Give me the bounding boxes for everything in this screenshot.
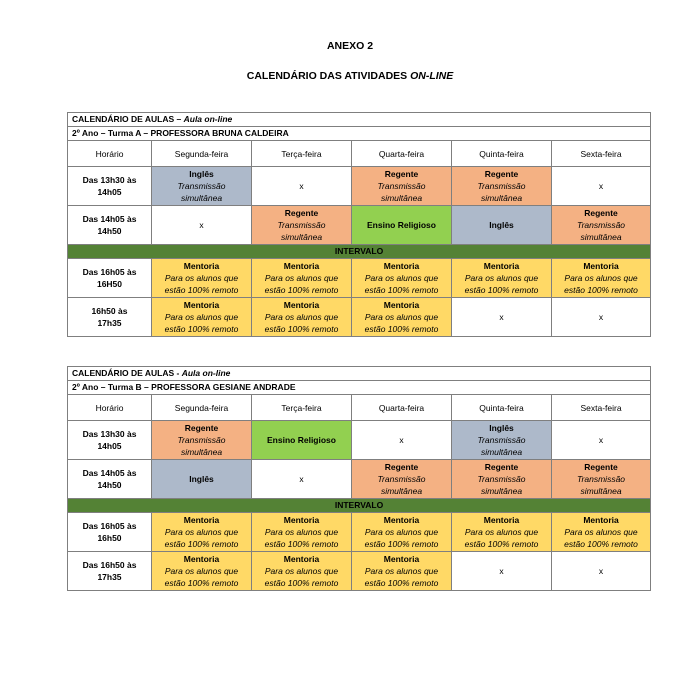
schedule-cell	[352, 460, 452, 499]
table-title-italic: Aula on-line	[183, 114, 233, 124]
activity-note: Para os alunos que	[364, 312, 439, 322]
table-title-italic: Aula on-line	[181, 368, 231, 378]
calendar-title-prefix: CALENDÁRIO DAS ATIVIDADES	[246, 70, 411, 82]
class-line-cell: 2º Ano – Turma A – PROFESSORA BRUNA CALDEIRA	[68, 127, 651, 141]
activity-title: Mentoria	[483, 515, 520, 525]
empty-mark: x	[499, 312, 504, 322]
time-slot-label	[68, 298, 152, 337]
activity-note: estão 100% remoto	[364, 578, 439, 588]
schedule-cell	[352, 552, 452, 591]
activity-note: estão 100% remoto	[264, 324, 339, 334]
time-slot-row	[68, 206, 651, 245]
time-slot-label	[68, 552, 152, 591]
column-header: Quinta-feira	[452, 141, 552, 167]
activity-note: simultânea	[480, 193, 523, 203]
column-header: Quinta-feira	[452, 395, 552, 421]
activity-title: Regente	[384, 169, 419, 179]
time-slot-row	[68, 298, 651, 337]
column-header: Horário	[68, 395, 152, 421]
schedule-cell	[452, 552, 552, 591]
schedule-cell	[252, 206, 352, 245]
schedule-cell	[552, 206, 651, 245]
activity-note: Para os alunos que	[164, 312, 239, 322]
activity-title: Inglês	[489, 220, 514, 230]
column-header: Terça-feira	[252, 141, 352, 167]
empty-mark: x	[598, 181, 604, 191]
time-start: Das 14h05 às	[82, 214, 137, 224]
activity-title: Mentoria	[583, 261, 619, 271]
activity-title: Mentoria	[283, 261, 320, 271]
time-slot-row	[68, 460, 651, 499]
time-end: 17h35	[97, 318, 122, 328]
schedule-cell	[452, 421, 552, 460]
time-end: 16H50	[96, 279, 123, 289]
activity-note: simultânea	[480, 486, 523, 496]
activity-title: Ensino Religioso	[367, 220, 436, 230]
column-header: Sexta-feira	[552, 141, 651, 167]
activity-note: simultânea	[380, 193, 423, 203]
activity-note: simultânea	[180, 193, 223, 203]
activity-note: estão 100% remoto	[164, 539, 239, 549]
break-row	[68, 245, 651, 259]
activity-note: Para os alunos que	[264, 527, 339, 537]
schedule-cell	[452, 206, 552, 245]
activity-note: Transmissão	[477, 474, 526, 484]
activity-note: estão 100% remoto	[364, 324, 439, 334]
time-slot-row	[68, 167, 651, 206]
time-start: Das 14h05 às	[82, 468, 137, 478]
table-title-bold: CALENDÁRIO DE AULAS –	[72, 114, 184, 124]
schedule-cell	[352, 167, 452, 206]
time-end: 14h50	[97, 480, 122, 490]
schedule-cell	[352, 298, 452, 337]
activity-note: Transmissão	[177, 435, 226, 445]
schedule-cell	[452, 460, 552, 499]
activity-title: Mentoria	[183, 515, 220, 525]
empty-mark: x	[499, 566, 504, 576]
column-header: Sexta-feira	[552, 395, 651, 421]
time-end: 14h50	[97, 226, 122, 236]
activity-title: Inglês	[489, 423, 514, 433]
activity-title: Mentoria	[383, 300, 420, 310]
activity-title: Mentoria	[183, 300, 220, 310]
activity-note: Transmissão	[477, 181, 526, 191]
activity-note: simultânea	[580, 232, 622, 242]
activity-title: Mentoria	[183, 554, 220, 564]
time-slot-label	[68, 167, 152, 206]
break-label: INTERVALO	[68, 245, 651, 259]
activity-note: Transmissão	[177, 181, 226, 191]
activity-note: Transmissão	[577, 220, 626, 230]
activity-note: simultânea	[580, 486, 622, 496]
activity-note: estão 100% remoto	[564, 539, 638, 549]
time-end: 17h35	[97, 572, 122, 582]
column-header: Quarta-feira	[352, 395, 452, 421]
break-label: INTERVALO	[68, 499, 651, 513]
column-header: Segunda-feira	[152, 141, 252, 167]
schedule-table-turma-b	[67, 366, 651, 591]
schedule-cell	[152, 167, 252, 206]
activity-note: Transmissão	[377, 181, 426, 191]
class-line-row	[68, 127, 651, 141]
activity-title: Mentoria	[383, 554, 420, 564]
activity-note: simultânea	[380, 486, 423, 496]
schedule-cell	[452, 259, 552, 298]
activity-note: Para os alunos que	[364, 527, 439, 537]
schedule-cell	[552, 460, 651, 499]
empty-mark: x	[199, 220, 204, 230]
schedule-cell	[552, 298, 651, 337]
activity-title: Regente	[284, 208, 319, 218]
activity-title: Regente	[184, 423, 219, 433]
schedule-cell	[352, 513, 452, 552]
activity-note: Para os alunos que	[264, 566, 339, 576]
activity-title: Mentoria	[383, 261, 420, 271]
activity-title: Mentoria	[183, 261, 220, 271]
activity-note: Para os alunos que	[364, 566, 439, 576]
schedule-cell	[252, 460, 352, 499]
activity-note: estão 100% remoto	[164, 285, 239, 295]
activity-title: Mentoria	[283, 554, 320, 564]
activity-title: Regente	[384, 462, 419, 472]
schedule-cell	[552, 259, 651, 298]
activity-note: estão 100% remoto	[564, 285, 638, 295]
schedule-table-turma-a	[67, 112, 651, 337]
schedule-cell	[252, 298, 352, 337]
activity-title: Inglês	[189, 169, 214, 179]
empty-mark: x	[598, 435, 604, 445]
calendar-title-italic: ON-LINE	[410, 70, 454, 82]
time-start: Das 13h30 às	[82, 175, 137, 185]
time-start: Das 16h05 às	[82, 521, 137, 531]
activity-title: Inglês	[189, 474, 214, 484]
time-slot-row	[68, 552, 651, 591]
empty-mark: x	[299, 181, 304, 191]
schedule-cell	[352, 259, 452, 298]
time-start: Das 16h05 às	[82, 267, 137, 277]
activity-title: Mentoria	[583, 515, 619, 525]
activity-note: estão 100% remoto	[464, 285, 539, 295]
activity-note: estão 100% remoto	[264, 539, 339, 549]
time-end: 14h05	[97, 441, 122, 451]
activity-note: estão 100% remoto	[164, 578, 239, 588]
empty-mark: x	[299, 474, 304, 484]
time-slot-label	[68, 513, 152, 552]
time-slot-label	[68, 259, 152, 298]
schedule-cell	[452, 513, 552, 552]
schedule-cell	[152, 259, 252, 298]
activity-note: estão 100% remoto	[464, 539, 539, 549]
column-header: Segunda-feira	[152, 395, 252, 421]
schedule-cell	[152, 513, 252, 552]
activity-note: estão 100% remoto	[264, 578, 339, 588]
time-slot-row	[68, 513, 651, 552]
annex-title: ANEXO 2	[326, 40, 374, 52]
schedule-cell	[452, 167, 552, 206]
activity-note: estão 100% remoto	[364, 285, 439, 295]
activity-note: Para os alunos que	[464, 527, 539, 537]
activity-title: Ensino Religioso	[267, 435, 336, 445]
activity-note: Para os alunos que	[164, 527, 239, 537]
schedule-cell	[152, 460, 252, 499]
weekday-header-row	[68, 395, 651, 421]
time-slot-label	[68, 206, 152, 245]
schedule-cell	[552, 513, 651, 552]
activity-title: Regente	[584, 462, 618, 472]
schedule-cell	[152, 421, 252, 460]
schedule-cell	[252, 513, 352, 552]
empty-mark: x	[399, 435, 404, 445]
time-start: Das 13h30 às	[82, 429, 137, 439]
time-start: Das 16h50 às	[82, 560, 137, 570]
schedule-cell	[552, 167, 651, 206]
table-title-bold: CALENDÁRIO DE AULAS -	[72, 368, 182, 378]
schedule-cell	[252, 259, 352, 298]
activity-note: estão 100% remoto	[364, 539, 439, 549]
time-slot-row	[68, 421, 651, 460]
activity-title: Regente	[484, 462, 519, 472]
schedule-cell	[352, 206, 452, 245]
activity-note: estão 100% remoto	[264, 285, 339, 295]
activity-note: simultânea	[180, 447, 223, 457]
activity-title: Mentoria	[283, 515, 320, 525]
activity-note: Para os alunos que	[164, 566, 239, 576]
schedule-cell	[252, 552, 352, 591]
schedule-cell	[152, 298, 252, 337]
activity-title: Regente	[584, 208, 618, 218]
table-title-row	[68, 367, 651, 381]
activity-note: Transmissão	[477, 435, 526, 445]
activity-note: estão 100% remoto	[164, 324, 239, 334]
activity-note: Para os alunos que	[164, 273, 239, 283]
class-line-cell: 2º Ano – Turma B – PROFESSORA GESIANE ANDRADE	[68, 381, 651, 395]
activity-title: Mentoria	[383, 515, 420, 525]
activity-note: Para os alunos que	[564, 527, 638, 537]
activity-note: Para os alunos que	[464, 273, 539, 283]
schedule-cell	[452, 298, 552, 337]
activity-title: Regente	[484, 169, 519, 179]
schedule-cell	[152, 206, 252, 245]
calendar-title	[0, 70, 700, 82]
activity-note: Transmissão	[377, 474, 426, 484]
schedule-cell	[252, 167, 352, 206]
break-row	[68, 499, 651, 513]
column-header: Quarta-feira	[352, 141, 452, 167]
time-slot-label	[68, 421, 152, 460]
column-header: Horário	[68, 141, 152, 167]
schedule-cell	[552, 421, 651, 460]
empty-mark: x	[598, 566, 604, 576]
schedule-cell	[252, 421, 352, 460]
activity-title: Mentoria	[483, 261, 520, 271]
time-end: 14h05	[97, 187, 122, 197]
activity-note: Transmissão	[577, 474, 626, 484]
empty-mark: x	[598, 312, 604, 322]
schedule-cell	[552, 552, 651, 591]
activity-note: Para os alunos que	[564, 273, 638, 283]
table-title-cell	[68, 113, 651, 127]
weekday-header-row	[68, 141, 651, 167]
activity-note: Para os alunos que	[264, 312, 339, 322]
time-end: 16h50	[97, 533, 122, 543]
activity-note: Transmissão	[277, 220, 326, 230]
table-title-cell	[68, 367, 651, 381]
time-start: 16h50 às	[91, 306, 128, 316]
activity-note: simultânea	[280, 232, 323, 242]
column-header: Terça-feira	[252, 395, 352, 421]
schedule-cell	[152, 552, 252, 591]
activity-title: Mentoria	[283, 300, 320, 310]
activity-note: Para os alunos que	[264, 273, 339, 283]
table-title-row	[68, 113, 651, 127]
time-slot-label	[68, 460, 152, 499]
time-slot-row	[68, 259, 651, 298]
activity-note: Para os alunos que	[364, 273, 439, 283]
class-line-row	[68, 381, 651, 395]
schedule-cell	[352, 421, 452, 460]
activity-note: simultânea	[480, 447, 523, 457]
